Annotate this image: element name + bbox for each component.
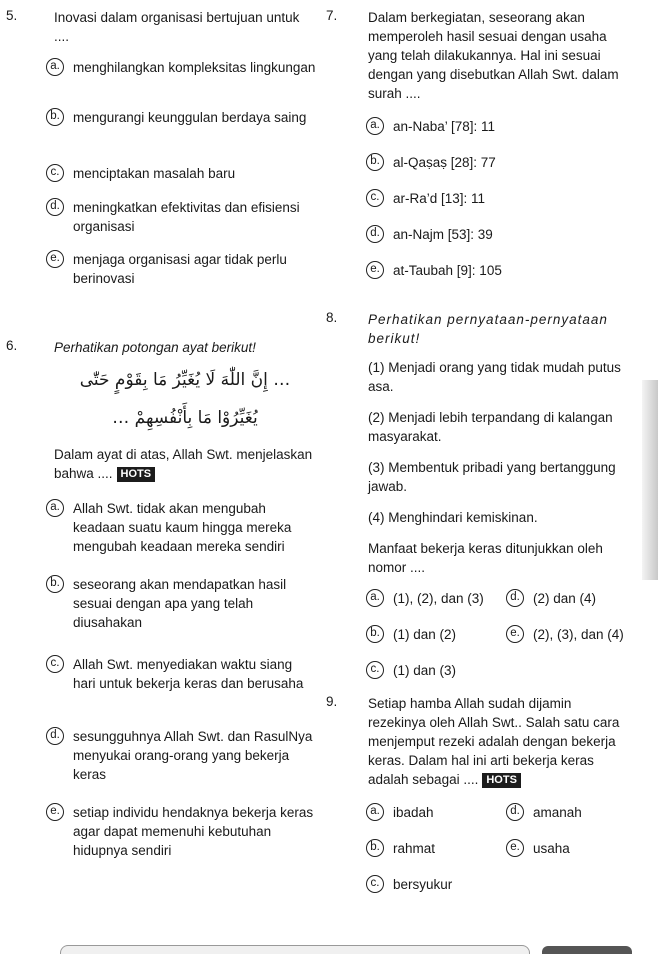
option-d[interactable] [366,225,628,261]
option-letter: a. [366,803,384,821]
option-letter: d. [366,225,384,243]
option-letter: b. [46,108,64,126]
option-letter: b. [46,575,64,593]
hots-badge: HOTS [482,773,521,788]
option-c[interactable] [366,875,506,894]
option-b[interactable] [46,108,316,164]
option-d[interactable] [506,803,636,822]
option-b[interactable] [366,153,628,189]
question-number: 7. [326,8,338,23]
option-text: an-Naba’ [78]: 11 [393,119,496,134]
option-text: an-Najm [53]: 39 [393,227,493,242]
option-b[interactable] [366,625,506,644]
option-grid [366,803,628,894]
page-bottom-tab-dark [542,946,632,954]
option-letter: e. [46,250,64,268]
option-letter: a. [366,589,384,607]
option-text: rahmat [393,841,436,856]
option-letter: d. [506,803,524,821]
question-number: 6. [6,338,18,353]
option-text: Allah Swt. tidak akan mengubah keadaan suatu kaum hingga mereka mengubah keadaan mereka sendiri [73,501,292,554]
hots-badge: HOTS [117,467,156,482]
option-e[interactable] [366,261,628,291]
question-5 [6,8,318,330]
option-letter: c. [366,875,384,893]
option-text: (2), (3), dan (4) [533,627,624,642]
option-text: (1) dan (3) [393,663,457,678]
option-e[interactable] [46,803,318,863]
option-letter: e. [506,625,524,643]
page-edge-right [642,380,658,580]
statement-2: (2) Menjadi lebih terpandang di kalangan masyarakat. [368,410,613,444]
question-stem-2: Manfaat bekerja keras ditunjukkan oleh nomor .... [368,541,603,575]
option-text: at-Taubah [9]: 105 [393,263,502,278]
option-text: mengurangi keunggulan berdaya saing [73,110,307,125]
option-e[interactable] [506,839,636,858]
option-text: sesungguhnya Allah Swt. dan RasulNya menyukai orang-orang yang bekerja keras [73,729,313,782]
option-letter: c. [366,661,384,679]
option-c[interactable] [46,164,316,198]
option-d[interactable] [46,198,316,250]
option-text: menjaga organisasi agar tidak perlu berinovasi [73,252,287,286]
option-letter: b. [366,625,384,643]
question-6 [6,338,318,863]
arabic-verse-line-2: يُغَيِّرُوْا مَا بِأَنْفُسِهِمْ … [112,408,258,428]
option-a[interactable] [366,117,628,153]
option-letter: d. [46,727,64,745]
option-text: seseorang akan mendapatkan hasil sesuai dengan apa yang telah diusahakan [73,577,287,630]
option-a[interactable] [366,589,506,608]
option-a[interactable] [46,58,316,102]
page-bottom-tab [60,945,530,954]
statement-3: (3) Membentuk pribadi yang bertanggung jawab. [368,460,616,494]
option-letter: c. [366,189,384,207]
option-letter: e. [46,803,64,821]
question-stem: Dalam berkegiatan, seseorang akan memperoleh hasil sesuai dengan usaha yang telah dilakukannya. Hal ini sesuai dengan yang disebutkan Allah Swt. dalam surah .... [368,10,619,101]
option-text: amanah [533,805,582,820]
option-c[interactable] [46,655,318,727]
option-a[interactable] [46,499,318,575]
question-8 [326,310,628,694]
option-text: (1) dan (2) [393,627,457,642]
statement-4: (4) Menghindari kemiskinan. [368,510,538,525]
left-column [6,8,318,863]
question-stem-text: Setiap hamba Allah sudah dijamin rezekinya oleh Allah Swt.. Salah satu cara menjemput rezeki adalah dengan bekerja keras. Dalam hal ini arti bekerja keras adalah sebagai .... [368,696,620,787]
option-text: setiap individu hendaknya bekerja keras agar dapat memenuhi kebutuhan hidupnya sendiri [73,805,314,858]
option-d[interactable] [46,727,318,803]
option-e[interactable] [46,250,316,294]
option-d[interactable] [506,589,636,608]
question-number: 9. [326,694,338,709]
option-letter: b. [366,839,384,857]
question-stem: Inovasi dalam organisasi bertujuan untuk .... [54,10,300,44]
statement-1: (1) Menjadi orang yang tidak mudah putus asa. [368,360,621,394]
option-a[interactable] [366,803,506,822]
option-letter: a. [366,117,384,135]
option-c[interactable] [366,189,628,225]
option-letter: a. [46,499,64,517]
option-text: meningkatkan efektivitas dan efisiensi organisasi [73,200,300,234]
question-stem: Perhatikan pernyataan-pernyataan berikut! [368,312,608,346]
question-stem [368,694,626,789]
option-text: (2) dan (4) [533,591,597,606]
option-letter: a. [46,58,64,76]
option-letter: d. [46,198,64,216]
option-text: ibadah [393,805,434,820]
question-9 [326,694,628,894]
option-text: menciptakan masalah baru [73,166,236,181]
option-c[interactable] [366,661,506,680]
question-stem-2 [54,445,316,483]
option-text: (1), (2), dan (3) [393,591,484,606]
option-letter: c. [46,164,64,182]
option-grid [366,589,628,680]
option-text: usaha [533,841,570,856]
arabic-verse-line-1: … إِنَّ اللّٰهَ لَا يُغَيِّرُ مَا بِقَوْمٍ حَتّٰى [79,370,291,390]
question-number: 8. [326,310,338,325]
right-column [326,8,628,894]
option-letter: e. [506,839,524,857]
option-letter: c. [46,655,64,673]
option-text: bersyukur [393,877,453,892]
question-stem: Perhatikan potongan ayat berikut! [54,340,256,355]
question-7 [326,8,628,310]
option-b[interactable] [366,839,506,858]
option-e[interactable] [506,625,636,644]
option-text: al-Qaṣaṣ [28]: 77 [393,155,496,170]
option-text: Allah Swt. menyediakan waktu siang hari untuk bekerja keras dan berusaha [73,657,304,691]
option-b[interactable] [46,575,318,655]
option-letter: b. [366,153,384,171]
option-text: ar-Ra’d [13]: 11 [393,191,486,206]
option-letter: e. [366,261,384,279]
option-text: menghilangkan kompleksitas lingkungan [73,60,316,75]
question-number: 5. [6,8,18,23]
option-letter: d. [506,589,524,607]
question-stem-2-text: Dalam ayat di atas, Allah Swt. menjelaskan bahwa .... [54,447,313,481]
